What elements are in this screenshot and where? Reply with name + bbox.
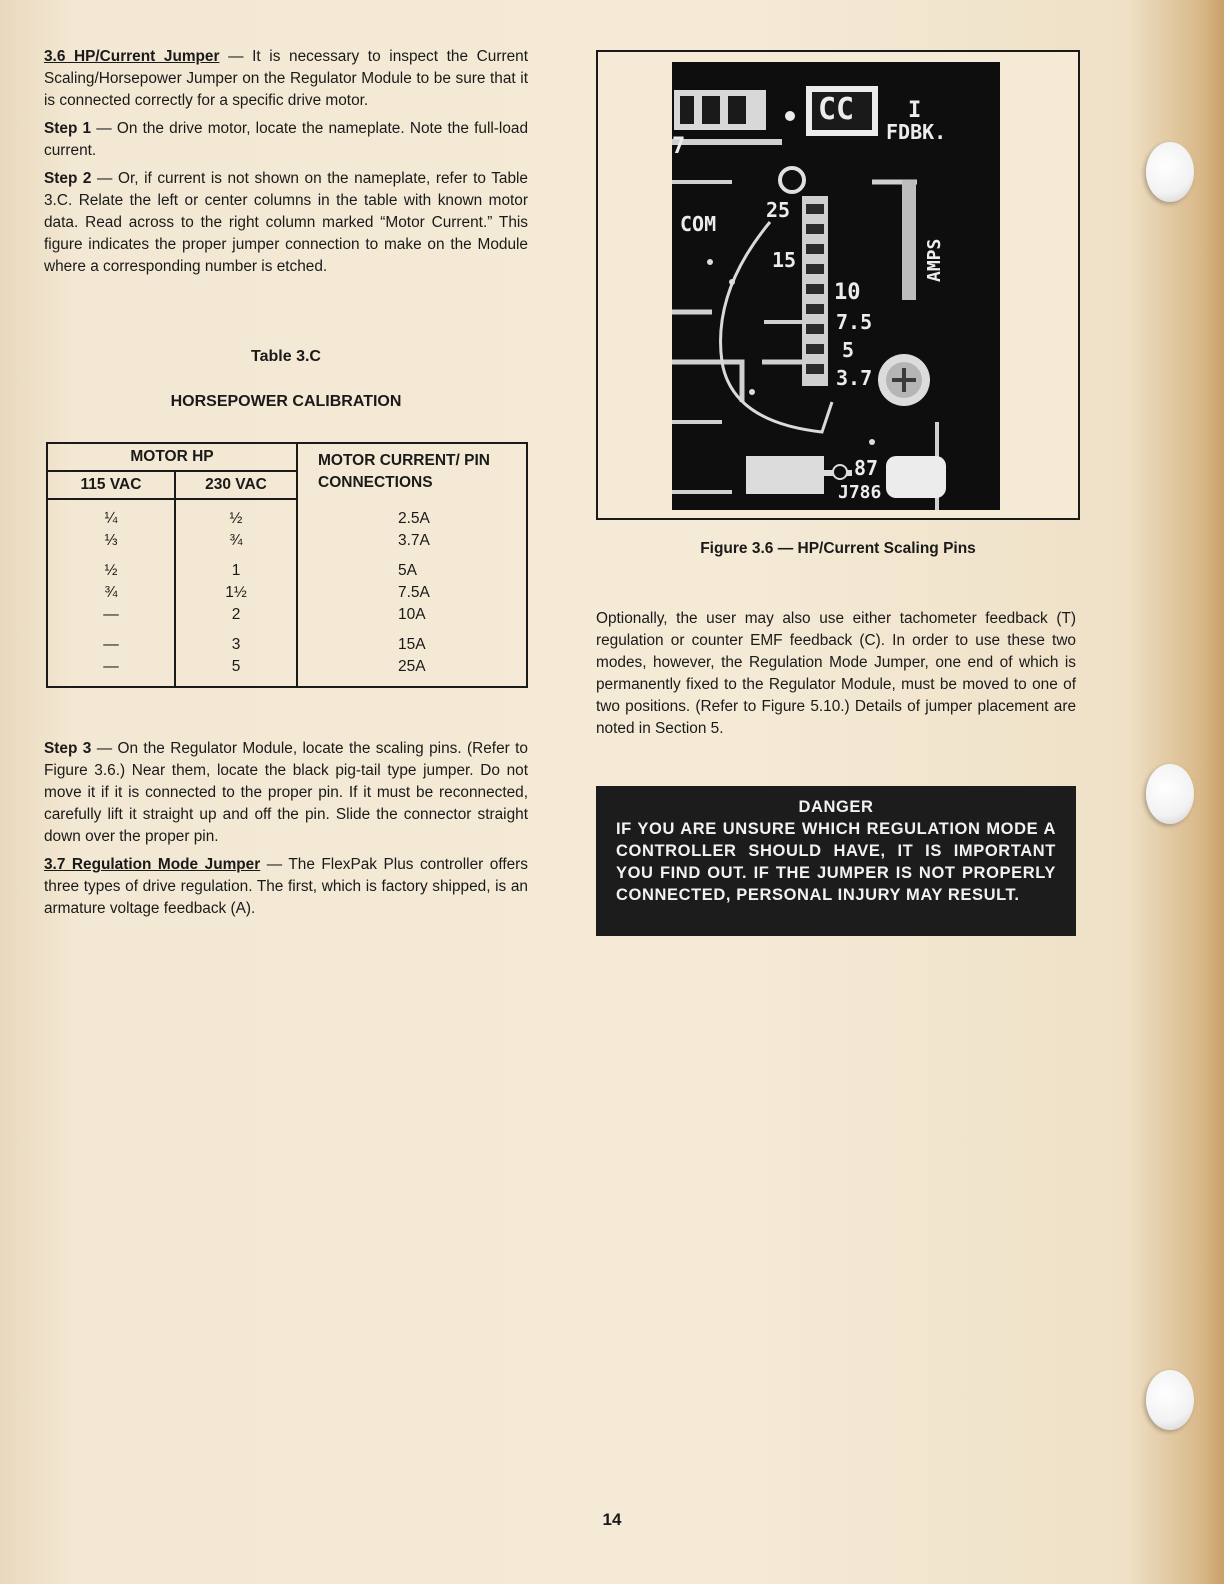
cell-230: ½ (175, 508, 297, 530)
label-j786: J786 (838, 482, 882, 503)
step-1-text: — On the drive motor, locate the nameplate. Note the full-load current. (44, 120, 529, 159)
label-10: 10 (834, 280, 861, 305)
cell-230: ¾ (175, 530, 297, 552)
step-1-label: Step 1 (44, 120, 92, 137)
label-3-7: 3.7 (836, 366, 873, 390)
cell-amps: 10A (297, 604, 527, 626)
cell-230: 2 (175, 604, 297, 626)
label-15: 15 (772, 248, 797, 272)
cell-amps: 15A (297, 626, 527, 656)
table-row (47, 530, 527, 552)
header-115-vac: 115 VAC (47, 471, 175, 499)
left-column (44, 46, 529, 917)
cell-amps: 5A (297, 552, 527, 582)
cell-115: ¾ (47, 582, 175, 604)
step-3-paragraph (44, 738, 528, 848)
label-5: 5 (842, 338, 855, 362)
cell-230: 1½ (175, 582, 297, 604)
step-3-text: — On the Regulator Module, locate the scaling pins. (Refer to Figure 3.6.) Near them, locate the black pig-tail type jumper. Do not move it if it is connected to the proper pin. If it must be reconnected, carefully lift it straight up and off the pin. Slide the connector straight down over the proper pin. (44, 740, 528, 845)
motor-current-header: MOTOR CURRENT/ PIN CONNECTIONS (297, 443, 527, 499)
label-7-5: 7.5 (836, 310, 873, 334)
step-2-label: Step 2 (44, 170, 92, 187)
label-fdbk: FDBK. (886, 120, 947, 144)
section-3-6-intro (44, 46, 528, 112)
binder-hole-middle (1146, 764, 1194, 824)
right-text (596, 608, 1076, 746)
section-3-6-heading: 3.6 HP/Current Jumper (44, 48, 220, 65)
cell-115: ½ (47, 552, 175, 582)
label-i: I (908, 98, 922, 123)
label-cc: CC (818, 92, 855, 127)
table-row (47, 656, 527, 687)
table-title: HORSEPOWER CALIBRATION (170, 393, 402, 410)
label-25: 25 (766, 198, 791, 222)
step-2-paragraph (44, 168, 528, 278)
circuit-board-photo (672, 62, 1000, 510)
cell-115: — (47, 604, 175, 626)
figure-frame (596, 50, 1080, 520)
cell-115: — (47, 656, 175, 687)
page-number: 14 (602, 1510, 622, 1529)
cell-amps: 7.5A (297, 582, 527, 604)
cell-amps: 2.5A (297, 508, 527, 530)
danger-box (596, 786, 1076, 936)
table-row (47, 604, 527, 626)
step-1-paragraph (44, 118, 528, 162)
section-3-7-heading: 3.7 Regulation Mode Jumper (44, 856, 261, 873)
danger-title: DANGER (798, 798, 874, 816)
section-3-7-paragraph (44, 854, 528, 920)
table-row (47, 582, 527, 604)
step-2-text: — Or, if current is not shown on the nameplate, refer to Table 3.C. Relate the left or center columns in the table with known motor data. Read across to the right column marked “Motor Current.” This figure indicates the proper jumper connection to make on the Module where a corresponding number is etched. (44, 170, 528, 275)
header-230-vac: 230 VAC (175, 471, 297, 499)
table-number: Table 3.C (251, 348, 321, 365)
cell-115: — (47, 626, 175, 656)
table-row (47, 552, 527, 582)
label-com: COM (680, 212, 717, 236)
cell-amps: 3.7A (297, 530, 527, 552)
after-table-text (44, 738, 528, 926)
section-3-6-intro-text: — It is necessary to inspect the Current Scaling/Horsepower Jumper on the Regulator Module to be sure that it is connected correctly for a specific drive motor. (44, 48, 528, 109)
horsepower-calibration-table (46, 442, 528, 688)
table-row (47, 626, 527, 656)
cell-230: 3 (175, 626, 297, 656)
binder-hole-bottom (1146, 1370, 1194, 1430)
cell-230: 5 (175, 656, 297, 687)
cell-115: ¼ (47, 508, 175, 530)
label-87: 87 (854, 456, 879, 480)
optional-modes-paragraph: Optionally, the user may also use either tachometer feedback (T) regulation or counter EMF feedback (C). In order to use these two modes, however, the Regulation Mode Jumper, one end of which is permanently fixed to the Regulator Module, must be moved to one of two positions. (Refer to Figure 5.10.) Details of jumper placement are noted in Section 5. (596, 610, 1076, 737)
label-7: 7 (672, 134, 686, 159)
section-3-7-text: — The FlexPak Plus controller offers three types of drive regulation. The first, which is factory shipped, is an armature voltage feedback (A). (44, 856, 528, 917)
motor-hp-header: MOTOR HP (47, 443, 297, 471)
label-amps: AMPS (924, 238, 945, 282)
binder-hole-top (1146, 142, 1194, 202)
cell-amps: 25A (297, 656, 527, 687)
figure-caption: Figure 3.6 — HP/Current Scaling Pins (700, 540, 976, 557)
cell-115: ⅓ (47, 530, 175, 552)
table-row (47, 508, 527, 530)
cell-230: 1 (175, 552, 297, 582)
step-3-label: Step 3 (44, 740, 92, 757)
danger-body: IF YOU ARE UNSURE WHICH REGULATION MODE A CONTROLLER SHOULD HAVE, IT IS IMPORTANT YOU FIND OUT. IF THE JUMPER IS NOT PROPERLY CONNECTED, PERSONAL INJURY MAY RESULT. (616, 820, 1056, 904)
